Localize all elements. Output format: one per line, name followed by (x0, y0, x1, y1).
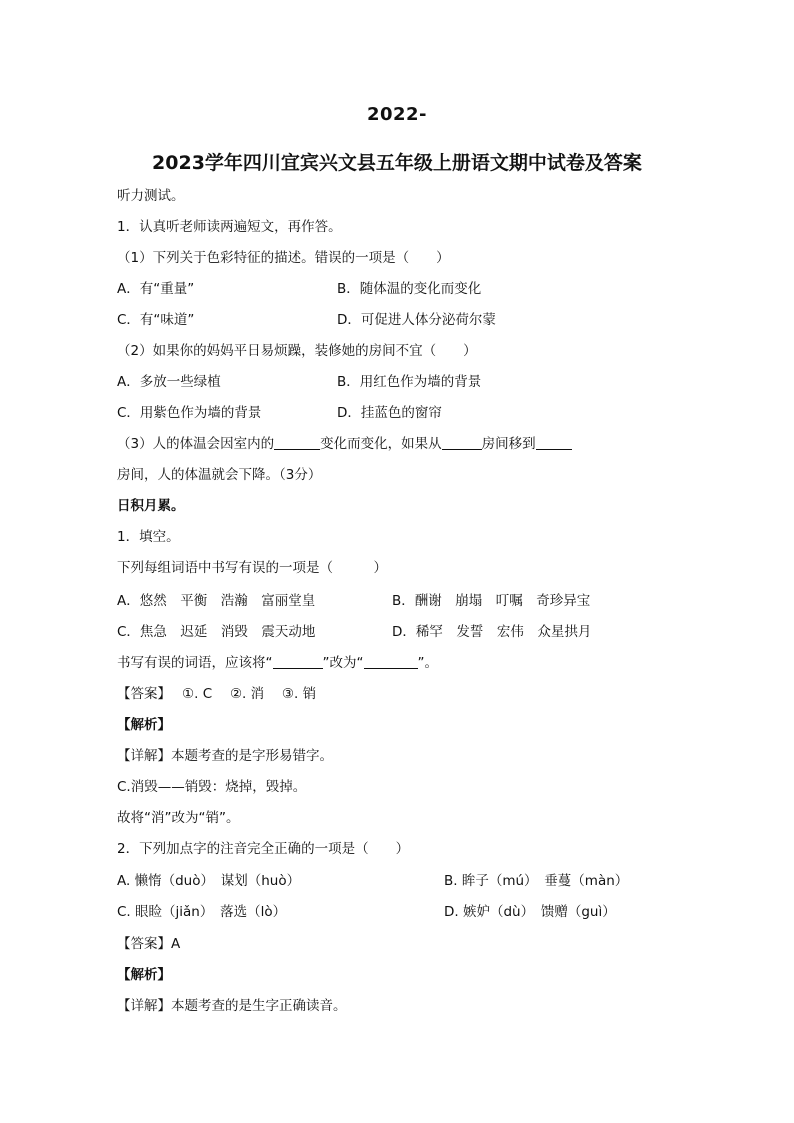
option-a: A．多放一些绿植 (117, 374, 221, 390)
option-d: D．可促进人体分泌荷尔蒙 (337, 312, 496, 328)
option-c: C. 眼睑（jiǎn） 落选（lò） (117, 904, 287, 920)
question-text: 书写有误的词语，应该将“ (117, 655, 273, 671)
answer-blank (536, 435, 572, 450)
answer-2: 【答案】A (117, 936, 181, 952)
detail-1: 【详解】本题考查的是字形易错字。 (117, 748, 333, 764)
option-row (117, 591, 591, 611)
answer-blank (274, 435, 320, 450)
option-row (117, 310, 496, 330)
question-2: 2．下列加点字的注音完全正确的一项是（ ） (117, 841, 410, 857)
option-d: D．挂蓝色的窗帘 (337, 405, 442, 421)
detail-2: 【详解】本题考查的是生字正确读音。 (117, 998, 347, 1014)
title-line-1: 2022- (366, 104, 428, 125)
question-1: 1．认真听老师读两遍短文，再作答。 (117, 219, 342, 235)
detail-1-line-3: 故将“消”改为“销”。 (117, 810, 240, 826)
option-c: C．焦急 迟延 消毁 震天动地 (117, 624, 316, 640)
option-row (117, 871, 629, 891)
option-d: D．稀罕 发誓 宏伟 众星拱月 (392, 624, 592, 640)
option-a: A. 懒惰（duò） 谋划（huò） (117, 873, 301, 889)
option-b: B．用红色作为墙的背景 (337, 374, 482, 390)
question-text: ”改为“ (322, 655, 364, 671)
option-row (117, 372, 482, 392)
title-line-2: 2023学年四川宜宾兴文县五年级上册语文期中试卷及答案 (152, 152, 642, 174)
question-stem: 下列每组词语中书写有误的一项是（ ） (117, 560, 387, 576)
option-row (117, 622, 592, 642)
option-row (117, 279, 482, 299)
analysis-label-1: 【解析】 (117, 717, 171, 733)
question-1-2: （2）如果你的妈妈平日易烦躁，装修她的房间不宜（ ） (117, 343, 477, 359)
option-c: C．有“味道” (117, 312, 195, 328)
section-accumulation: 日积月累。 (117, 498, 185, 514)
option-b: B．酬谢 崩塌 叮嘱 奇珍异宝 (392, 593, 591, 609)
option-d: D. 嫉妒（dù） 馈赠（guì） (444, 904, 616, 920)
question-1-3-continued: 房间，人的体温就会下降。（3分） (117, 467, 322, 483)
option-a: A．悠然 平衡 浩瀚 富丽堂皇 (117, 593, 316, 609)
option-row (117, 902, 616, 922)
question-fill: 1．填空。 (117, 529, 180, 545)
question-1-1: （1）下列关于色彩特征的描述。错误的一项是（ ） (117, 250, 450, 266)
answer-blank (364, 654, 418, 669)
option-b: B．随体温的变化而变化 (337, 281, 482, 297)
fill-sentence (117, 653, 438, 673)
section-listening: 听力测试。 (117, 188, 185, 204)
question-text: （3）人的体温会因室内的 (117, 436, 275, 452)
option-row (117, 403, 442, 423)
question-text: 房间移到 (481, 436, 536, 452)
answer-1: 【答案】 ①. C ②. 消 ③. 销 (117, 686, 317, 702)
analysis-label-2: 【解析】 (117, 967, 171, 983)
question-text: 变化而变化，如果从 (320, 436, 442, 452)
question-1-3 (117, 434, 572, 454)
option-a: A．有“重量” (117, 281, 195, 297)
option-c: C．用紫色作为墙的背景 (117, 405, 262, 421)
answer-blank (442, 435, 482, 450)
question-text: ”。 (417, 655, 438, 671)
answer-blank (273, 654, 323, 669)
option-b: B. 眸子（mú） 垂蔓（màn） (444, 873, 629, 889)
detail-1-line-2: C.消毁——销毁：烧掉，毁掉。 (117, 779, 307, 795)
